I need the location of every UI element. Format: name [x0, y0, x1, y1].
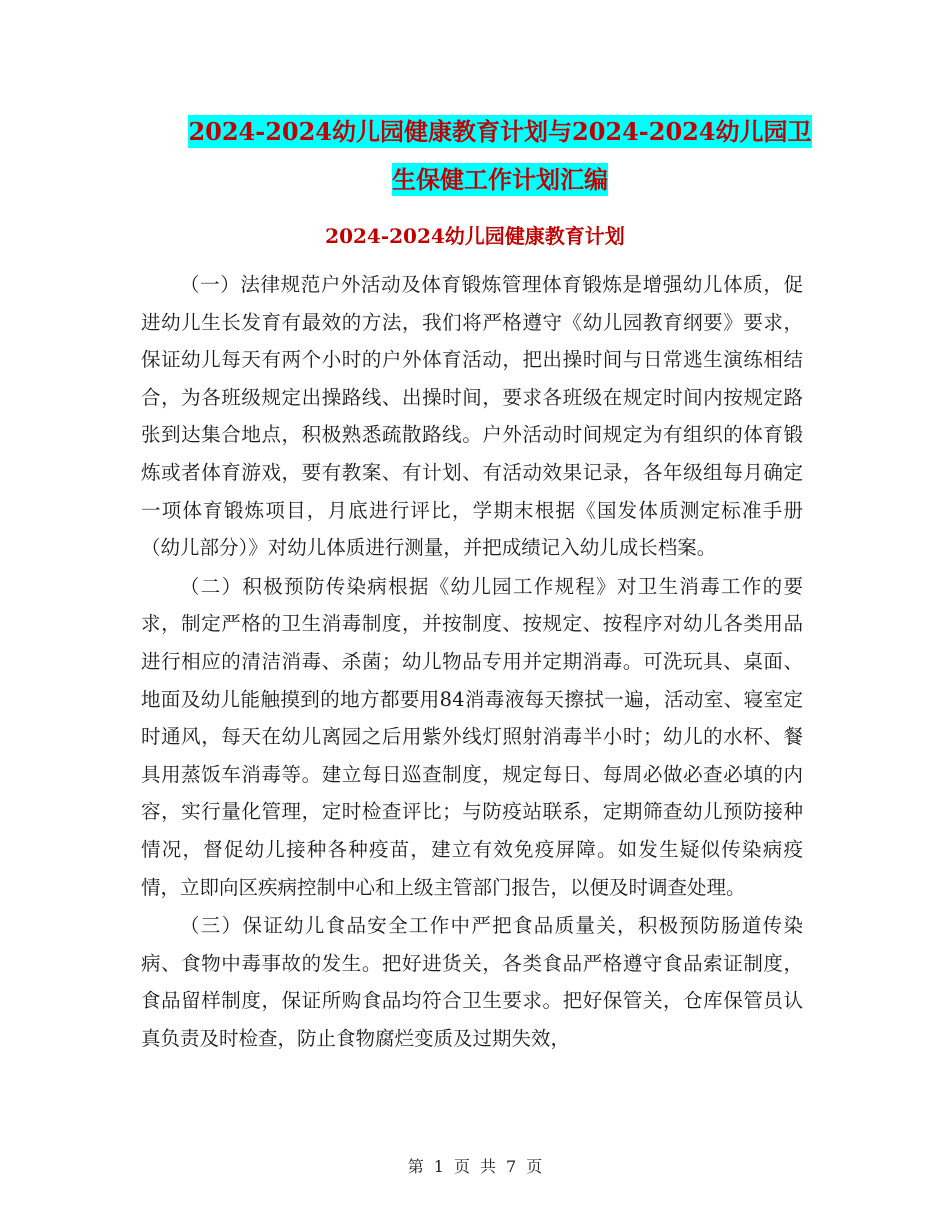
- footer-word-gong: 共: [480, 1157, 497, 1176]
- footer-page-number: 1: [433, 1157, 444, 1176]
- document-body: [141, 266, 803, 1057]
- document-title: [140, 108, 860, 204]
- footer-word-ye: 页: [453, 1157, 470, 1176]
- paragraph-1: （一）法律规范户外活动及体育锻炼管理体育锻炼是增强幼儿体质，促进幼儿生长发育有最效的方法，我们将严格遵守《幼儿园教育纲要》要求，保证幼儿每天有两个小时的户外体育活动，把出操时间与日常逃生演练相结合，为各班级规定出操路线、出操时间，要求各班级在规定时间内按规定路张到达集合地点，积极熟悉疏散路线。户外活动时间规定为有组织的体育锻炼或者体育游戏，要有教案、有计划、有活动效果记录，各年级组每月确定一项体育锻炼项目，月底进行评比，学期末根据《国发体质测定标准手册（幼儿部分）》对幼儿体质进行测量，并把成绩记入幼儿成长档案。: [141, 273, 803, 560]
- footer-word-ye-2: 页: [526, 1157, 543, 1176]
- page-footer: [0, 1154, 950, 1177]
- section-title: 2024-2024幼儿园健康教育计划: [325, 224, 625, 248]
- footer-total-pages: 7: [506, 1157, 517, 1176]
- paragraph-3: （三）保证幼儿食品安全工作中严把食品质量关，积极预防肠道传染病、食物中毒事故的发生。把好进货关，各类食品严格遵守食品索证制度，食品留样制度，保证所购食品均符合卫生要求。把好保管关，仓库保管员认真负责及时检查，防止食物腐烂变质及过期失效，: [141, 914, 803, 1050]
- paragraph-2: （二）积极预防传染病根据《幼儿园工作规程》对卫生消毒工作的要求，制定严格的卫生消毒制度，并按制度、按规定、按程序对幼儿各类用品进行相应的清洁消毒、杀菌；幼儿物品专用并定期消毒。可洗玩具、桌面、地面及幼儿能触摸到的地方都要用84消毒液每天擦拭一遍，活动室、寝室定时通风，每天在幼儿离园之后用紫外线灯照射消毒半小时；幼儿的水杯、餐具用蒸饭车消毒等。建立每日巡查制度，规定每日、每周必做必查必填的内容，实行量化管理，定时检查评比；与防疫站联系，定期筛查幼儿预防接种情况，督促幼儿接种各种疫苗，建立有效免疫屏障。如发生疑似传染病疫情，立即向区疾病控制中心和上级主管部门报告，以便及时调查处理。: [141, 574, 803, 899]
- document-title-line-1: 2024-2024幼儿园健康教育计划与2024-2024幼儿园卫: [188, 117, 812, 146]
- footer-word-di: 第: [407, 1157, 424, 1176]
- document-title-line-2: 生保健工作计划汇编: [392, 165, 608, 194]
